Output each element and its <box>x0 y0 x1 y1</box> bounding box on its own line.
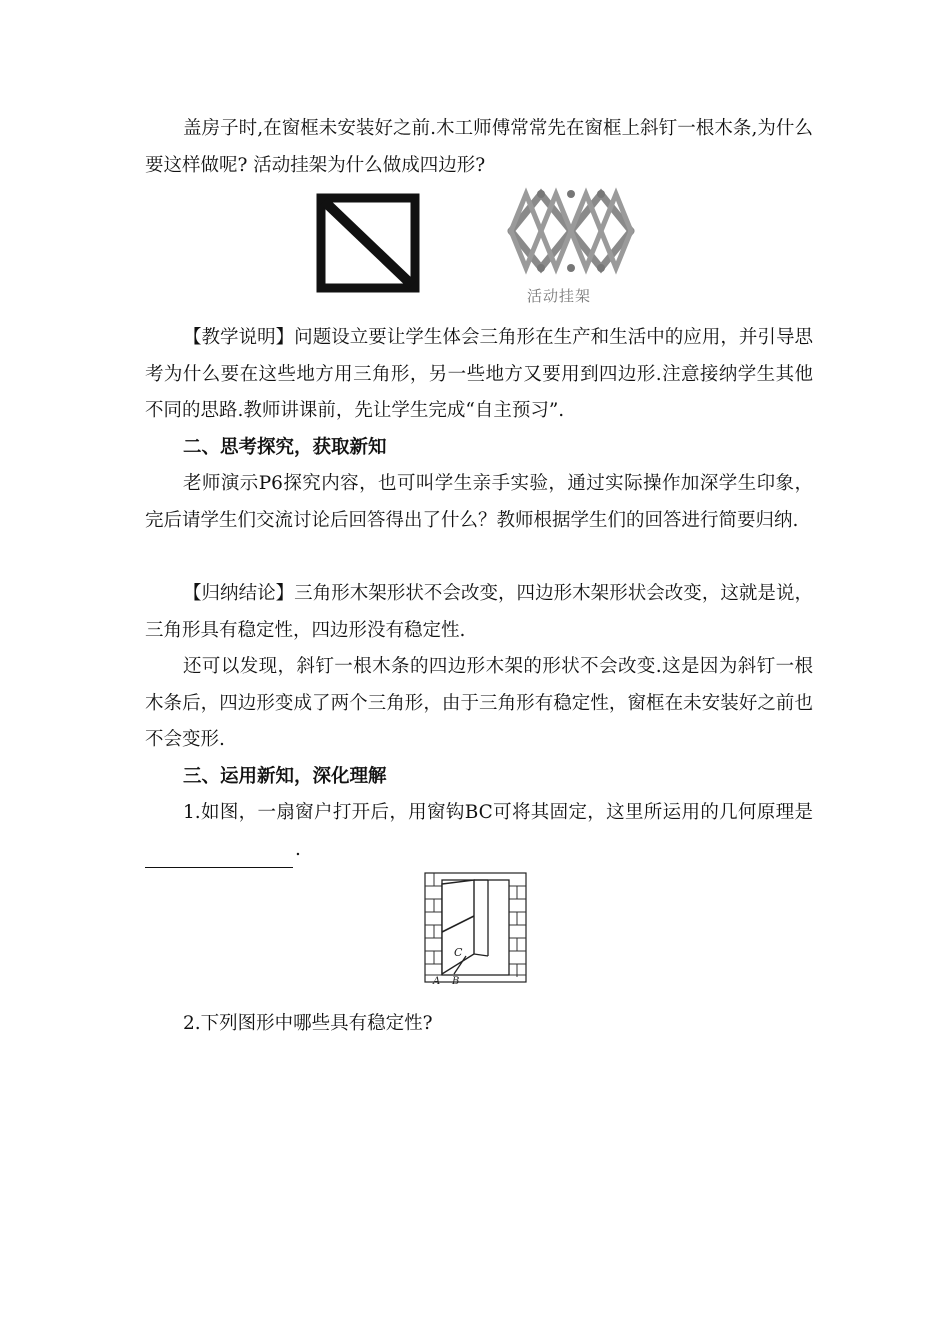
intro-paragraph: 盖房子时,在窗框未安装好之前.木工师傅常常先在窗框上斜钉一根木条,为什么要这样做呢? 活动挂架为什么做成四边形? <box>145 118 813 176</box>
diagonal-brace <box>324 201 412 285</box>
question-2: 2.下列图形中哪些具有稳定性? <box>183 1013 433 1034</box>
question-1-text: 1.如图，一扇窗户打开后，用窗钩BC可将其固定，这里所运用的几何原理是 <box>183 802 813 823</box>
discovery-paragraph: 还可以发现，斜钉一根木条的四边形木架的形状不会改变.这是因为斜钉一根木条后，四边形变成了两个三角形，由于三角形有稳定性，窗框在未安装好之前也不会变形. <box>145 656 813 750</box>
teaching-note-paragraph: 【教学说明】问题设立要让学生体会三角形在生产和生活中的应用，并引导思考为什么要在这些地方用三角形，另一些地方又要用到四边形.注意接纳学生其他不同的思路.教师讲课前，先让学生完成“自主预习”. <box>145 327 813 421</box>
section-heading-3: 三、运用新知，深化理解 <box>183 766 387 787</box>
label-b: B <box>452 976 460 986</box>
question-1 <box>145 795 813 868</box>
explore-paragraph: 老师演示P6探究内容，也可叫学生亲手实验，通过实际操作加深学生印象，完后请学生们交流讨论后回答得出了什么？教师根据学生们的回答进行简要归纳. <box>145 473 813 531</box>
section-heading-2: 二、思考探究，获取新知 <box>183 437 387 458</box>
lattice-hanger-figure <box>506 186 636 276</box>
braced-frame-figure <box>316 193 420 293</box>
label-c: C <box>454 946 463 959</box>
label-a: A <box>433 976 441 986</box>
answer-blank[interactable] <box>145 847 293 868</box>
lattice-caption: 活动挂架 <box>527 287 592 305</box>
window-hook-figure <box>424 870 528 986</box>
conclusion-paragraph: 【归纳结论】三角形木架形状不会改变，四边形木架形状会改变，这就是说，三角形具有稳定性，四边形没有稳定性. <box>145 583 813 641</box>
question-1-end: . <box>295 838 301 860</box>
